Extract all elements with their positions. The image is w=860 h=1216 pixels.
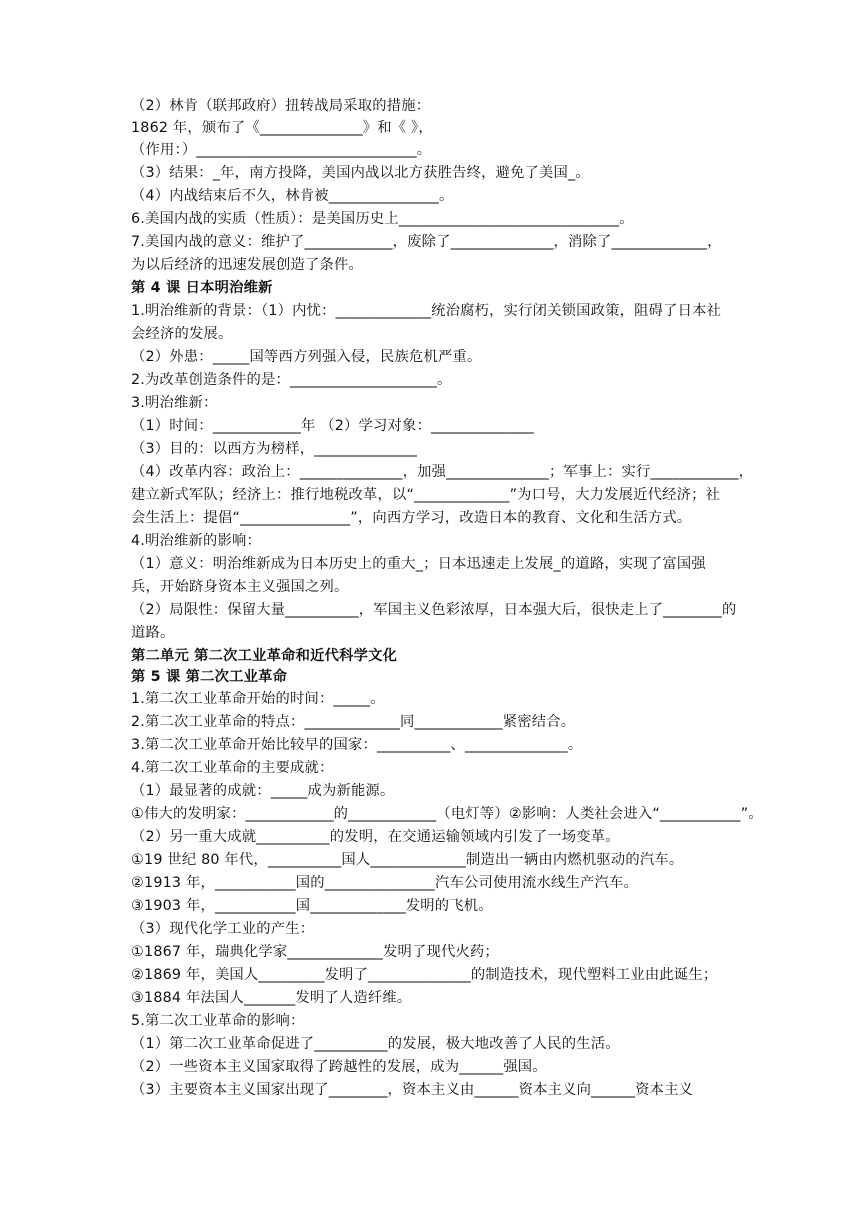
text-line: （2）另一重大成就__________的发明，在交通运输领域内引发了一场变革。: [131, 829, 620, 845]
text-line: ③1903 年，___________国_____________发明的飞机。: [131, 898, 493, 914]
text-line: （作用：）______________________________。: [131, 142, 432, 158]
text-line: 4.第二次工业革命的主要成就：: [131, 760, 334, 776]
section-heading: 第二单元 第二次工业革命和近代科学文化: [131, 648, 398, 664]
text-line: 3.第二次工业革命开始比较早的国家：__________、______________。: [131, 737, 583, 753]
text-line: ①1867 年，瑞典化学家_____________发明了现代火药；: [131, 944, 499, 960]
text-line: （3）结果：_年，南方投降，美国内战以北方获胜告终，避免了美国_。: [131, 165, 590, 181]
text-line: 1862 年，颁布了《______________》和《 》，: [131, 120, 433, 136]
text-line: 2.为改革创造条件的是：____________________。: [131, 372, 452, 388]
text-line: （4）改革内容：政治上：______________，加强______________；军事上：实行____________，: [131, 464, 754, 480]
text-line: 5.第二次工业革命的影响：: [131, 1013, 305, 1029]
text-line: 兵，开始跻身资本主义强国之列。: [131, 579, 349, 595]
text-line: （3）主要资本主义国家出现了________，资本主义由______资本主义向______资本主义: [131, 1082, 694, 1098]
text-line: 1.明治维新的背景：（1）内忧：_____________统治腐朽，实行闭关锁国政策，阻碍了日本社: [131, 303, 722, 319]
text-line: ①19 世纪 80 年代，__________国人_____________制造出一辆由内燃机驱动的汽车。: [131, 852, 684, 868]
text-line: 7.美国内战的意义：维护了____________，废除了______________，消除了_____________，: [131, 234, 722, 250]
section-heading: 第 4 课 日本明治维新: [131, 280, 273, 296]
text-line: 6.美国内战的实质（性质）：是美国历史上______________________________。: [131, 211, 634, 227]
text-line: （1）时间：____________年 （2）学习对象：______________: [131, 418, 534, 434]
text-line: 3.明治维新：: [131, 395, 218, 411]
text-line: 会生活上：提倡“_______________”，向西方学习，改造日本的教育、文化和生活方式。: [131, 510, 692, 526]
section-heading: 第 5 课 第二次工业革命: [131, 669, 288, 685]
text-line: ③1884 年法国人_______发明了人造纤维。: [131, 990, 412, 1006]
text-line: （1）第二次工业革命促进了__________的发展，极大地改善了人民的生活。: [131, 1036, 620, 1052]
text-line: （2）局限性：保留大量__________，军国主义色彩浓厚，日本强大后，很快走上了________的: [131, 602, 737, 618]
text-line: 2.第二次工业革命的特点：_____________同____________紧密结合。: [131, 714, 576, 730]
text-line: 道路。: [131, 625, 175, 641]
text-line: （2）林肯（联邦政府）扭转战局采取的措施：: [131, 98, 431, 114]
text-line: 建立新式军队；经济上：推行地税改革，以“_____________”为口号，大力发展近代经济；社: [131, 487, 721, 503]
text-line: （3）目的：以西方为榜样，______________: [131, 441, 418, 457]
text-line: 4.明治维新的影响：: [131, 533, 262, 549]
text-line: （2）一些资本主义国家取得了跨越性的发展，成为______强国。: [131, 1059, 547, 1075]
text-line: （1）最显著的成就：_____成为新能源。: [131, 783, 395, 799]
text-line: 1.第二次工业革命开始的时间：_____。: [131, 691, 385, 707]
text-line: ①伟大的发明家：____________的____________（电灯等）②影响：人类社会进入“___________”。: [131, 806, 763, 822]
text-line: （1）意义：明治维新成为日本历史上的重大_；日本迅速走上发展_的道路，实现了富国强: [131, 556, 706, 572]
text-line: ②1869 年，美国人_________发明了______________的制造技术，现代塑料工业由此诞生；: [131, 967, 718, 983]
text-line: （4）内战结束后不久，林肯被_______________。: [131, 188, 454, 204]
text-line: ②1913 年，___________国的_______________汽车公司使用流水线生产汽车。: [131, 875, 638, 891]
text-line: （2）外患：_____国等西方列强入侵，民族危机严重。: [131, 349, 482, 365]
text-line: 为以后经济的迅速发展创造了条件。: [131, 257, 363, 273]
text-line: 会经济的发展。: [131, 326, 233, 342]
text-line: （3）现代化学工业的产生：: [131, 921, 315, 937]
